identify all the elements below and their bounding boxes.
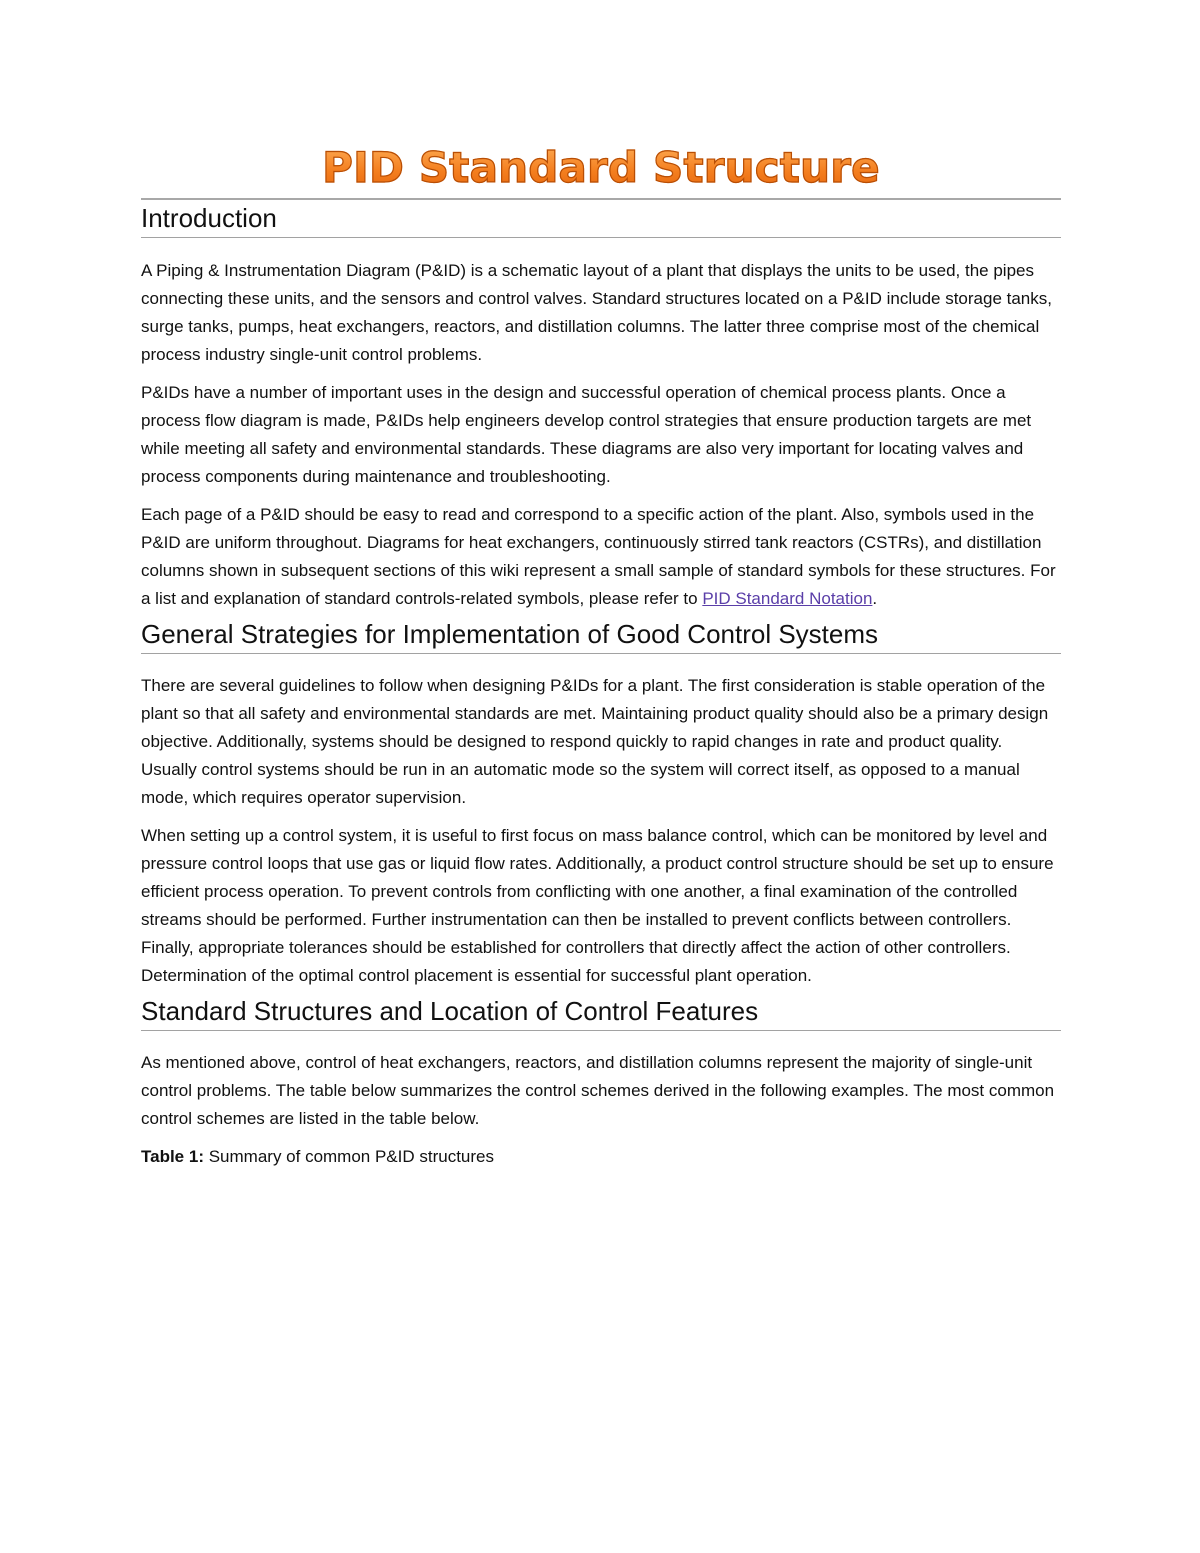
section-heading-introduction: Introduction [141, 203, 277, 233]
document-page [141, 140, 1061, 1171]
table-caption-label: Table 1: [141, 1147, 204, 1166]
strategies-paragraph-1: There are several guidelines to follow when designing P&IDs for a plant. The first consideration is stable operation of the plant so that all safety and environmental standards are met. Maintaining product quality should also be a primary design objective. Additionally, systems should be designed to respond quickly to rapid changes in rate and product quality. Usually control systems should be run in an automatic mode so the system will correct itself, as opposed to a manual mode, which requires operator supervision. [141, 676, 1049, 807]
intro-paragraph-1: A Piping & Instrumentation Diagram (P&ID) is a schematic layout of a plant that displays the units to be used, the pipes connecting these units, and the sensors and control valves. Standard structures located on a P&ID include storage tanks, surge tanks, pumps, heat exchangers, reactors, and distillation columns. The latter three comprise most of the chemical process industry single-unit control problems. [141, 261, 1052, 364]
table-caption-text: Summary of common P&ID structures [203, 1147, 495, 1166]
intro-paragraph-3-text: Each page of a P&ID should be easy to read and correspond to a specific action of the plant. Also, symbols used in the P&ID are uniform throughout. Diagrams for heat exchangers, continuously stirred tank reactors (CSTRs), and distillation columns shown in subsequent sections of this wiki represent a small sample of standard symbols for these structures. For a list and explanation of standard controls-related symbols, please refer to [141, 505, 1056, 608]
intro-paragraph-3-end: . [872, 589, 878, 608]
document-title: PID Standard Structure [141, 140, 1061, 196]
section-divider [141, 653, 1061, 654]
pid-standard-notation-link[interactable]: PID Standard Notation [702, 589, 873, 608]
strategies-paragraph-2: When setting up a control system, it is useful to first focus on mass balance control, which can be monitored by level and pressure control loops that use gas or liquid flow rates. Additionally, a product control structure should be set up to ensure efficient process operation. To prevent controls from conflicting with one another, a final examination of the controlled streams should be performed. Further instrumentation can then be installed to prevent conflicts between controllers. Finally, appropriate tolerances should be established for controllers that directly affect the action of other controllers. Determination of the optimal control placement is essential for successful plant operation. [141, 826, 1054, 985]
title-divider [141, 198, 1061, 200]
section-divider [141, 237, 1061, 238]
table-caption [141, 1143, 1061, 1171]
intro-paragraph-3 [141, 501, 1061, 613]
section-heading-standard-structures: Standard Structures and Location of Control Features [141, 996, 759, 1026]
section-heading-general-strategies: General Strategies for Implementation of Good Control Systems [141, 619, 879, 649]
intro-paragraph-2: P&IDs have a number of important uses in the design and successful operation of chemical process plants. Once a process flow diagram is made, P&IDs help engineers develop control strategies that ensure production targets are met while meeting all safety and environmental standards. These diagrams are also very important for locating valves and process components during maintenance and troubleshooting. [141, 383, 1032, 486]
section-divider [141, 1030, 1061, 1031]
structures-paragraph-1: As mentioned above, control of heat exchangers, reactors, and distillation columns represent the majority of single-unit control problems. The table below summarizes the control schemes derived in the following examples. The most common control schemes are listed in the table below. [141, 1053, 1055, 1128]
